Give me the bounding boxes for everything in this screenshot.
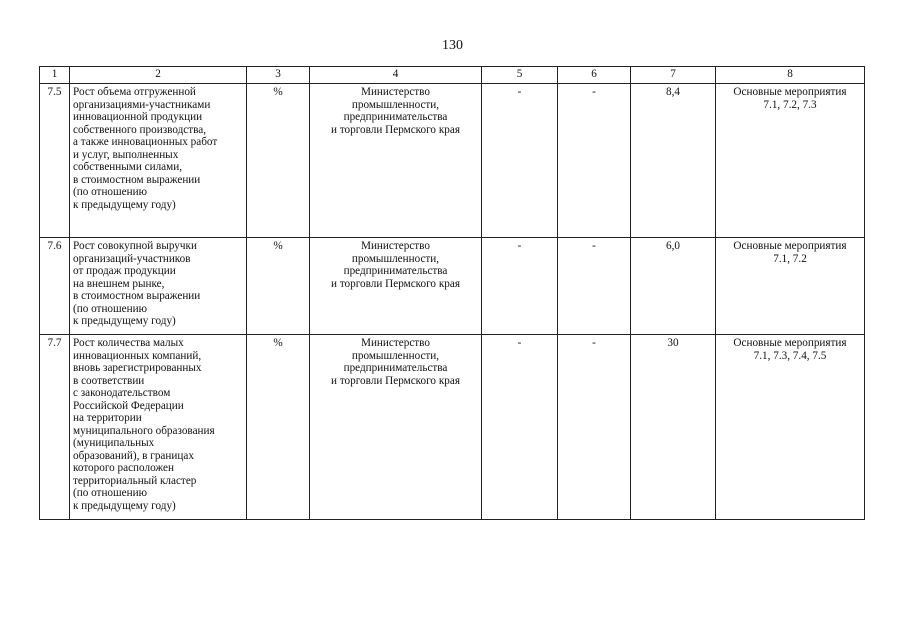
- value-col7: 8,4: [631, 84, 716, 238]
- indicator-name: Рост объема отгруженной организациями-участниками инновационной продукции собственного производства, а также инновационных работ и услуг, выполненных собственными силами, в стоимостном выражении (по отношению к предыдущему году): [70, 84, 247, 238]
- column-header: 1: [40, 67, 70, 84]
- row-number: 7.7: [40, 335, 70, 520]
- table-header-row: [40, 67, 865, 84]
- value-col7: 30: [631, 335, 716, 520]
- column-header: 6: [558, 67, 631, 84]
- indicator-name: Рост количества малых инновационных компаний, вновь зарегистрированных в соответствии с законодательством Российской Федерации на территории муниципального образования (муниципальных образований), в границах которого расположен территориальный кластер (по отношению к предыдущему году): [70, 335, 247, 520]
- column-header: 8: [716, 67, 865, 84]
- value-col6: -: [558, 238, 631, 335]
- value-col6: -: [558, 84, 631, 238]
- table-row: [40, 84, 865, 238]
- value-col5: -: [482, 84, 558, 238]
- column-header: 7: [631, 67, 716, 84]
- value-col5: -: [482, 238, 558, 335]
- responsible-body: Министерство промышленности, предпринимательства и торговли Пермского края: [310, 335, 482, 520]
- activity-refs: Основные мероприятия 7.1, 7.2: [716, 238, 865, 335]
- column-header: 2: [70, 67, 247, 84]
- page-number: 130: [442, 38, 463, 53]
- indicators-table: [39, 66, 865, 520]
- value-col7: 6,0: [631, 238, 716, 335]
- unit: %: [247, 238, 310, 335]
- responsible-body: Министерство промышленности, предпринимательства и торговли Пермского края: [310, 84, 482, 238]
- column-header: 5: [482, 67, 558, 84]
- row-number: 7.5: [40, 84, 70, 238]
- value-col6: -: [558, 335, 631, 520]
- responsible-body: Министерство промышленности, предпринимательства и торговли Пермского края: [310, 238, 482, 335]
- value-col5: -: [482, 335, 558, 520]
- activity-refs: Основные мероприятия 7.1, 7.3, 7.4, 7.5: [716, 335, 865, 520]
- table-row: [40, 335, 865, 520]
- column-header: 4: [310, 67, 482, 84]
- unit: %: [247, 335, 310, 520]
- unit: %: [247, 84, 310, 238]
- activity-refs: Основные мероприятия 7.1, 7.2, 7.3: [716, 84, 865, 238]
- row-number: 7.6: [40, 238, 70, 335]
- table-row: [40, 238, 865, 335]
- column-header: 3: [247, 67, 310, 84]
- indicator-name: Рост совокупной выручки организаций-участников от продаж продукции на внешнем рынке, в стоимостном выражении (по отношению к предыдущему году): [70, 238, 247, 335]
